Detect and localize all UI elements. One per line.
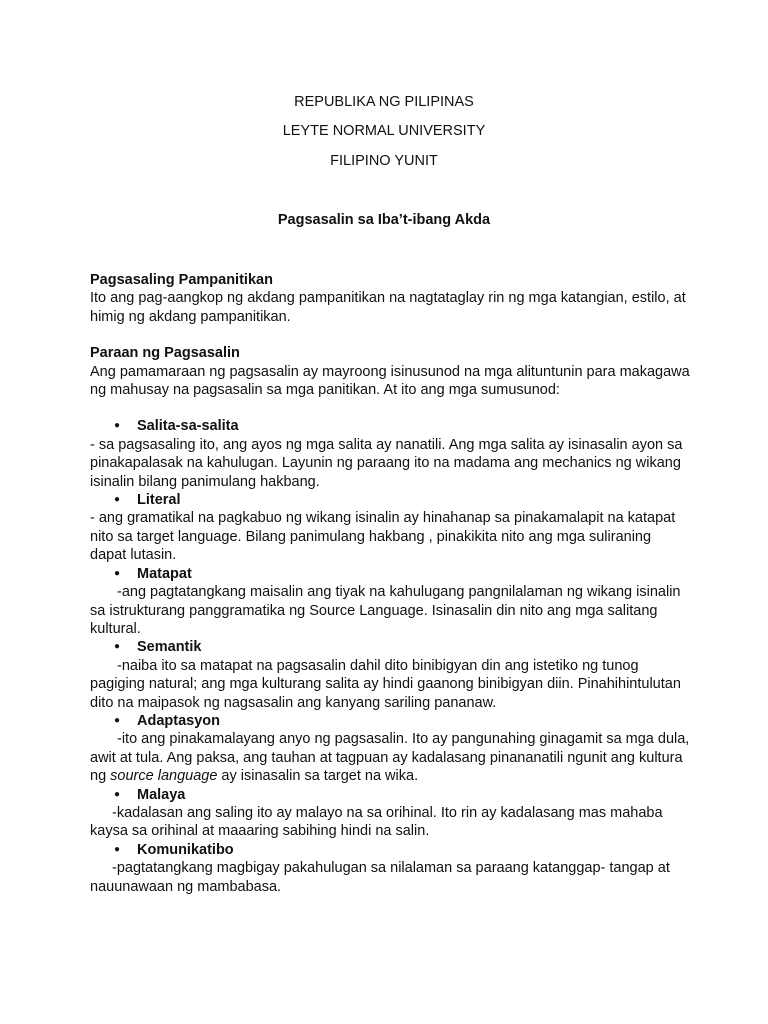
method-label: Semantik — [137, 639, 202, 656]
bullet-icon: ● — [114, 420, 121, 432]
header-republic: REPUBLIKA NG PILIPINAS — [294, 94, 474, 110]
method-description-semantik: -naiba ito sa matapat na pagsasalin dahil dito binibigyan din ang istetiko ng tunog pagiging natural; ang mga kulturang salita ay hindi gaanong binibigyan diin. Pinahihintulutan dito na maipasok ng nagsasalin ang kanyang sariling pananaw. — [90, 657, 681, 711]
method-label: Literal — [137, 492, 181, 509]
method-description-malaya: -kadalasan ang saling ito ay malayo na sa orihinal. Ito rin ay kadalasang mas mahaba kaysa sa orihinal at maaaring sabihing hindi na salin. — [90, 804, 663, 840]
section-heading-pagsasaling-pampanitikan: Pagsasaling Pampanitikan — [90, 272, 273, 288]
method-description-salita-sa-salita: - sa pagsasaling ito, ang ayos ng mga salita ay nanatili. Ang mga salita ay isinasalin ayon sa pinakapalasak na kahulugan. Layunin ng paraang ito na madama ang mechanics ng wikang isinalin bilang panimulang hakbang. — [90, 436, 683, 490]
method-label: Adaptasyon — [137, 712, 220, 729]
method-malaya — [90, 786, 690, 804]
method-description-literal: - ang gramatikal na pagkabuo ng wikang isinalin ay hinahanap sa pinakamalapit na katapat nito sa target language. Bilang panimulang hakbang , pinakikita nito ang mga suliraning dapat lutasin. — [90, 510, 676, 564]
method-label: Matapat — [137, 565, 192, 582]
method-description-adaptasyon — [90, 730, 690, 785]
adaptasyon-text-part1: -ito ang pinakamalayang anyo ng pagsasalin. Ito ay pangunahing ginagamit sa mga dula, awit at tula. Ang paksa, ang tauhan at tagpuan ay kadalasang pinananatili ngunit ang kultura ng — [90, 731, 690, 785]
header-university: LEYTE NORMAL UNIVERSITY — [282, 123, 486, 139]
method-label: Salita-sa-salita — [137, 418, 239, 435]
document-body — [90, 271, 690, 896]
method-adaptasyon — [90, 712, 690, 730]
bullet-icon: ● — [114, 714, 121, 726]
method-label: Komunikatibo — [137, 841, 234, 858]
header-unit: FILIPINO YUNIT — [330, 153, 438, 169]
method-matapat — [90, 565, 690, 583]
bullet-icon: ● — [114, 641, 121, 653]
method-salita-sa-salita — [90, 417, 690, 435]
method-literal — [90, 491, 690, 509]
adaptasyon-text-source-language: source language — [110, 768, 218, 785]
method-komunikatibo — [90, 841, 690, 859]
document-title: Pagsasalin sa Iba’t-ibang Akda — [277, 212, 491, 228]
method-semantik — [90, 638, 690, 656]
section-text-paraan-ng-pagsasalin: Ang pamamaraan ng pagsasalin ay mayroong isinusunod na mga alituntunin para makagawa ng mahusay na pagsasalin sa mga panitikan. At ito ang mga sumusunod: — [90, 363, 690, 399]
section-heading-paraan-ng-pagsasalin: Paraan ng Pagsasalin — [90, 345, 240, 362]
method-description-komunikatibo: -pagtatangkang magbigay pakahulugan sa nilalaman sa paraang katanggap- tangap at nauunawaan ng mambabasa. — [90, 860, 670, 895]
bullet-icon: ● — [114, 567, 121, 579]
method-label: Malaya — [137, 786, 186, 803]
bullet-icon: ● — [114, 843, 121, 855]
bullet-icon: ● — [114, 494, 121, 506]
bullet-icon: ● — [114, 788, 121, 800]
section-text-pagsasaling-pampanitikan: Ito ang pag-aangkop ng akdang pampanitikan na nagtataglay rin ng mga katangian, estilo, at himig ng akdang pampanitikan. — [90, 290, 686, 325]
adaptasyon-text-part2: ay isinasalin sa target na wika. — [217, 768, 419, 785]
method-description-matapat: -ang pagtatangkang maisalin ang tiyak na kahulugang pangnilalaman ng wikang isinalin sa istrukturang panggramatika ng Source Language. Isinasalin din nito ang mga salitang kultural. — [90, 584, 681, 637]
